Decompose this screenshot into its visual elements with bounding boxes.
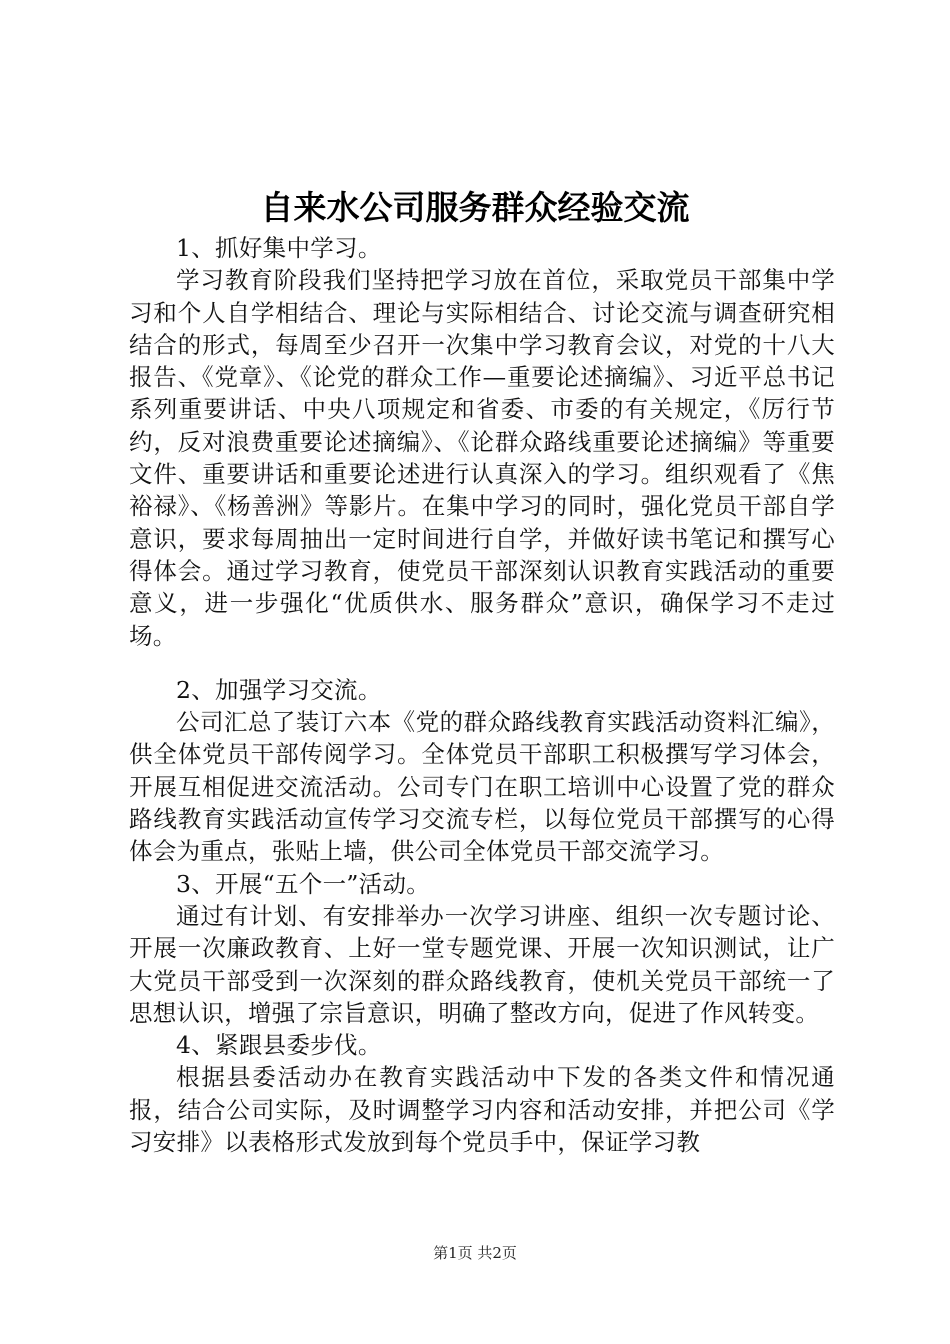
section-heading: 2、加强学习交流。 xyxy=(176,675,382,704)
document-title: 自来水公司服务群众经验交流 xyxy=(260,188,690,227)
section-heading: 4、紧跟县委步伐。 xyxy=(176,1031,382,1060)
section-paragraph: 公司汇总了装订六本《党的群众路线教育实践活动资料汇编》，供全体党员干部传阅学习。全体党员干部职工积极撰写学习体会，开展互相促进交流活动。公司专门在职工培训中心设置了党的群众路线教育实践活动宣传学习交流专栏，以每位党员干部撰写的心得体会为重点，张贴上墙，供公司全体党员干部交流学习。 xyxy=(129,708,835,866)
section-paragraph: 通过有计划、有安排举办一次学习讲座、组织一次专题讨论、开展一次廉政教育、上好一堂专题党课、开展一次知识测试，让广大党员干部受到一次深刻的群众路线教育，使机关党员干部统一了思想认识，增强了宗旨意识，明确了整改方向，促进了作风转变。 xyxy=(129,901,835,1027)
section-heading: 1、抓好集中学习。 xyxy=(176,234,382,262)
page-number-footer: 第1页 共2页 xyxy=(433,1244,517,1262)
section-paragraph: 学习教育阶段我们坚持把学习放在首位，采取党员干部集中学习和个人自学相结合、理论与实际相结合、讨论交流与调查研究相结合的形式，每周至少召开一次集中学习教育会议，对党的十八大报告、《党章》、《论党的群众工作—重要论述摘编》、习近平总书记系列重要讲话、中央八项规定和省委、市委的有关规定，《厉行节约，反对浪费重要论述摘编》、《论群众路线重要论述摘编》等重要文件、重要讲话和重要论述进行认真深入的学习。组织观看了《焦裕禄》、《杨善洲》等影片。在集中学习的同时，强化党员干部自学意识，要求每周抽出一定时间进行自学，并做好读书笔记和撰写心得体会。通过学习教育，使党员干部深刻认识教育实践活动的重要意义，进一步强化“优质供水、服务群众”意识，确保学习不走过场。 xyxy=(129,266,835,650)
document-body xyxy=(129,232,835,1158)
section-paragraph: 根据县委活动办在教育实践活动中下发的各类文件和情况通报，结合公司实际，及时调整学习内容和活动安排，并把公司《学习安排》以表格形式发放到每个党员手中，保证学习教 xyxy=(129,1063,835,1157)
section-heading: 3、开展“五个一”活动。 xyxy=(176,869,431,898)
